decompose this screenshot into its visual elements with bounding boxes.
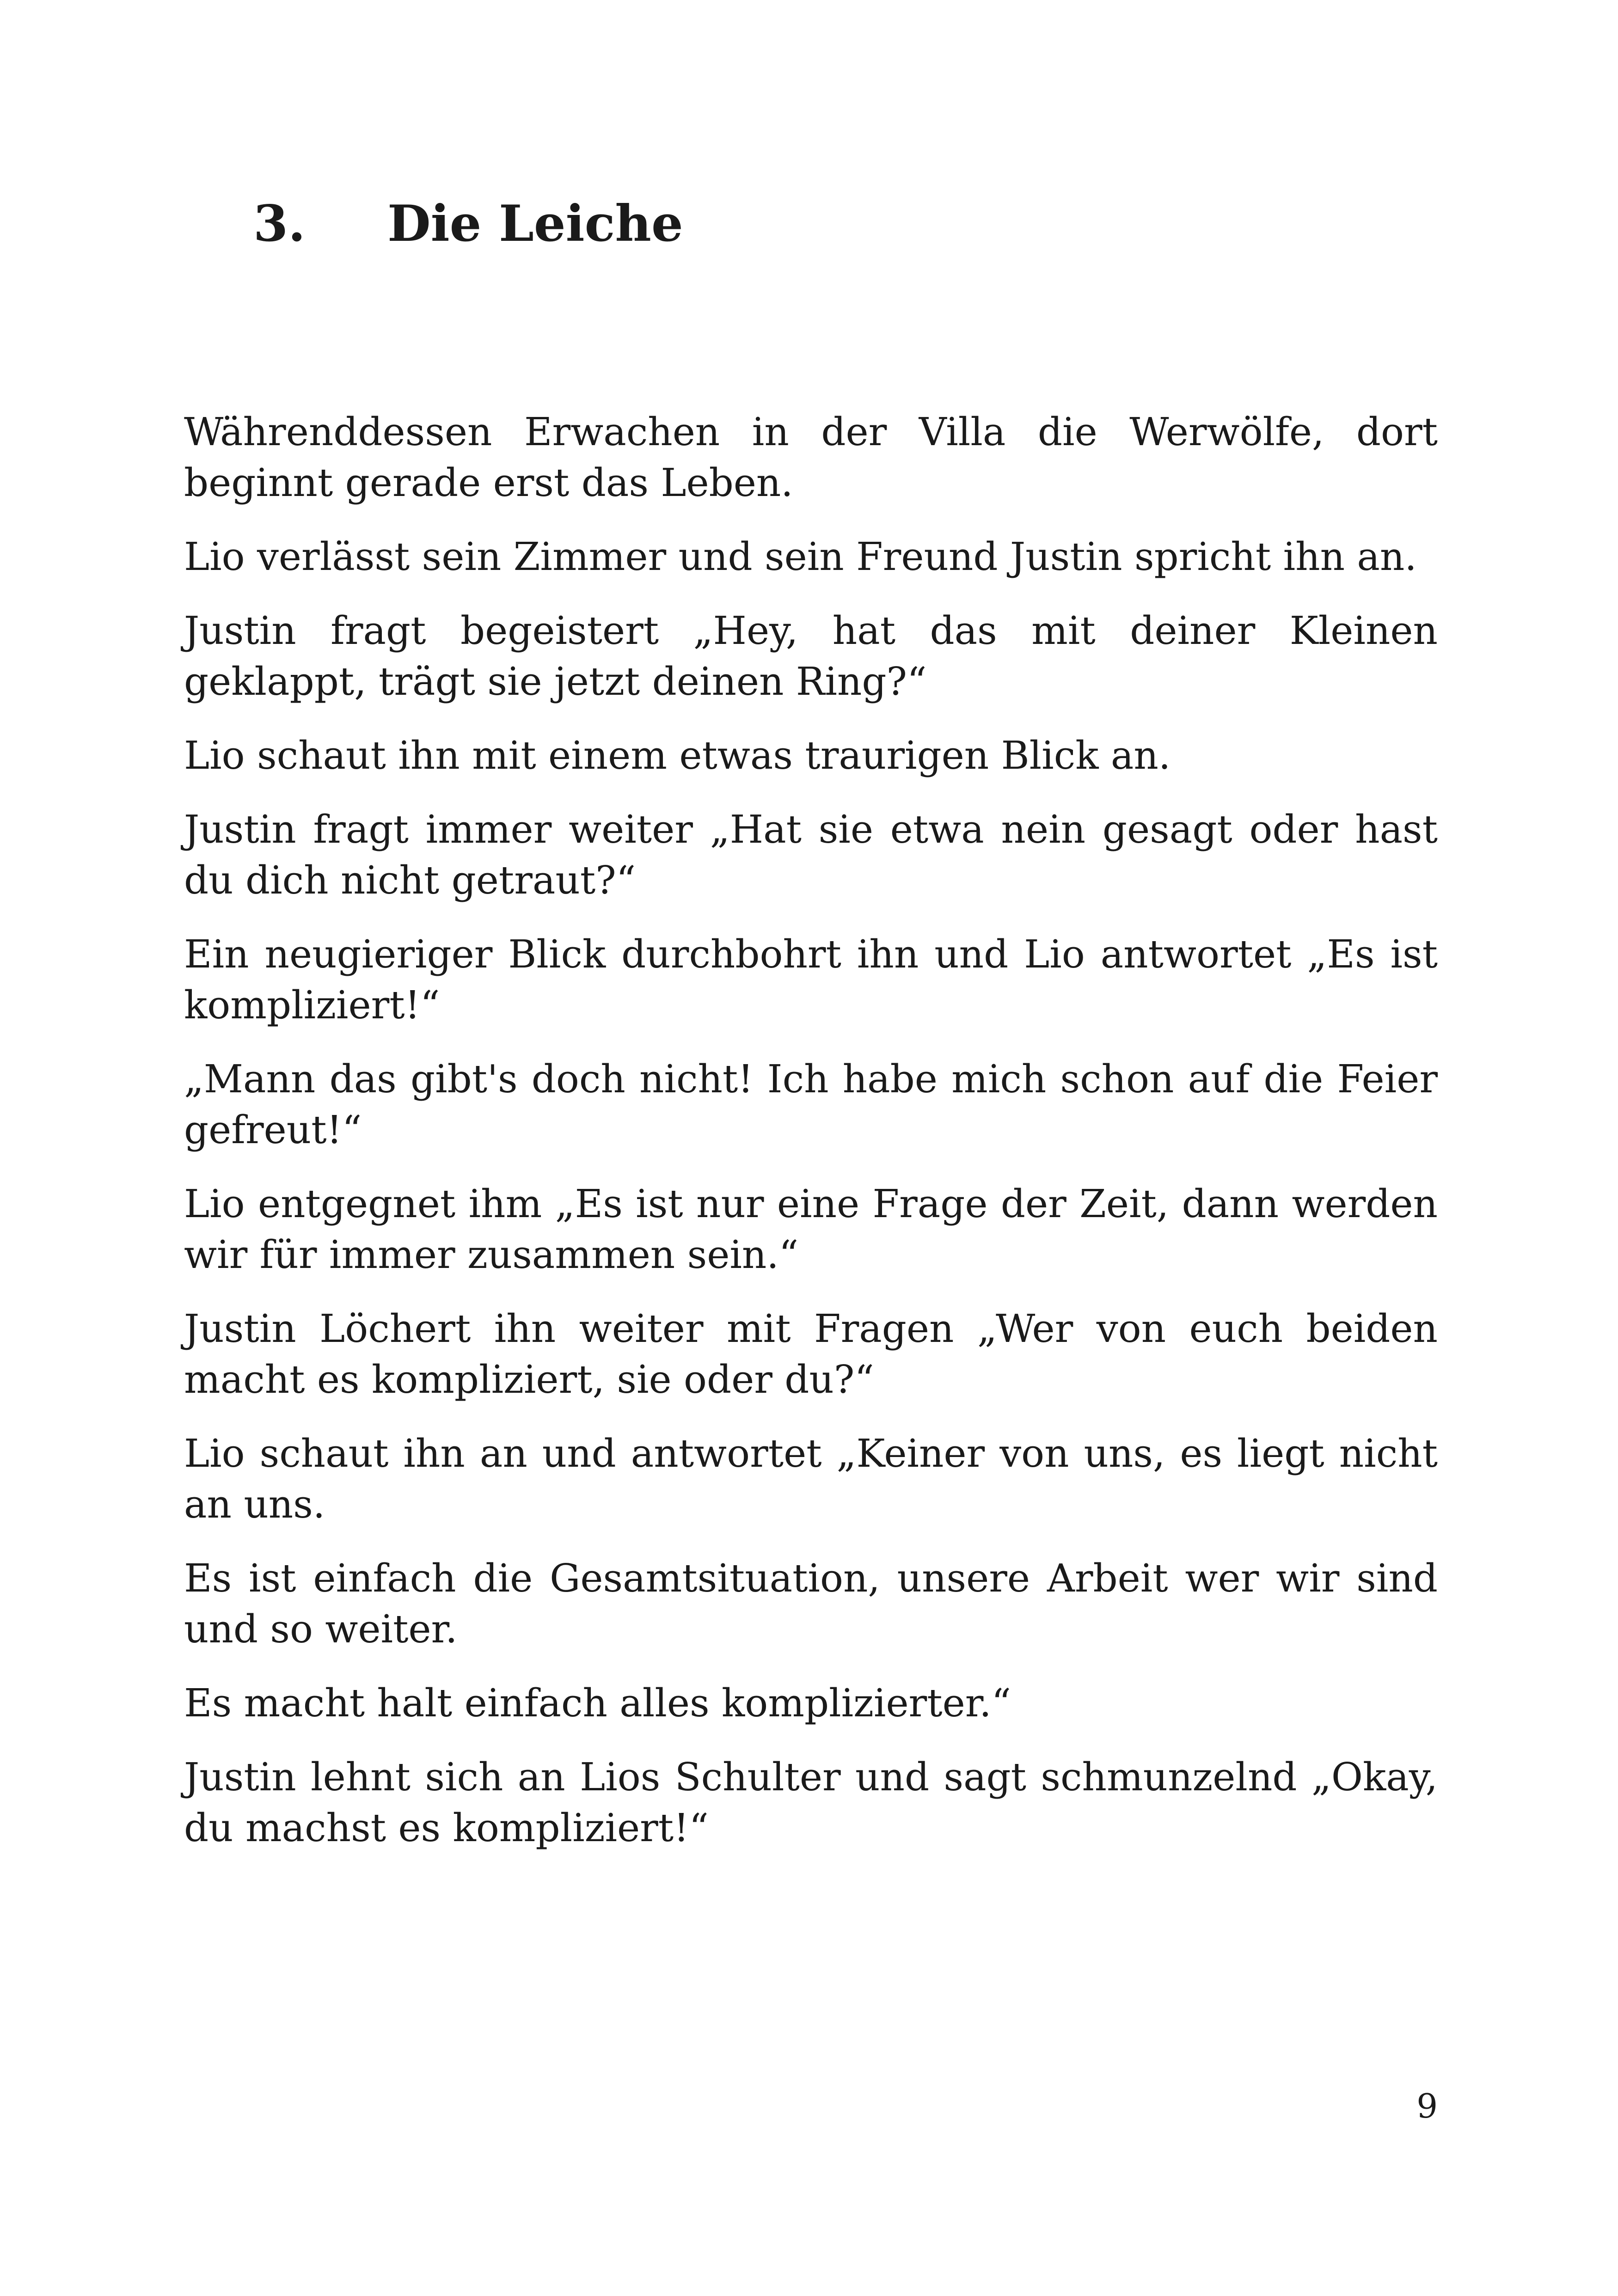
chapter-number: 3. xyxy=(253,195,306,253)
paragraph: Ein neugieriger Blick durchbohrt ihn und Lio antwortet „Es ist kompliziert!“ xyxy=(184,932,1438,1028)
paragraph: Währenddessen Erwachen in der Villa die Werwölfe, dort beginnt gerade erst das Leben. xyxy=(184,410,1438,505)
paragraph: Es macht halt einfach alles komplizierter.“ xyxy=(184,1681,1011,1726)
paragraph: Lio verlässt sein Zimmer und sein Freund Justin spricht ihn an. xyxy=(184,534,1417,579)
paragraph: Justin fragt immer weiter „Hat sie etwa nein gesagt oder hast du dich nicht getraut?“ xyxy=(184,807,1438,903)
paragraph: Es ist einfach die Gesamtsituation, unsere Arbeit wer wir sind und so weiter. xyxy=(184,1556,1438,1652)
paragraph: Lio schaut ihn an und antwortet „Keiner von uns, es liegt nicht an uns. xyxy=(184,1431,1438,1527)
paragraph: Justin Löchert ihn weiter mit Fragen „Wer von euch beiden macht es kompliziert, sie oder du?“ xyxy=(184,1306,1438,1402)
paragraph: Lio entgegnet ihm „Es ist nur eine Frage der Zeit, dann werden wir für immer zusammen sein.“ xyxy=(184,1182,1438,1277)
chapter-title: Die Leiche xyxy=(387,195,683,253)
chapter-heading xyxy=(253,195,683,253)
paragraph: Justin lehnt sich an Lios Schulter und sagt schmunzelnd „Okay, du machst es kompliziert!“ xyxy=(184,1755,1438,1850)
paragraph: „Mann das gibt's doch nicht! Ich habe mich schon auf die Feier gefreut!“ xyxy=(184,1057,1438,1152)
paragraph: Lio schaut ihn mit einem etwas traurigen Blick an. xyxy=(184,733,1171,778)
body-text xyxy=(184,407,1438,1877)
page-number: 9 xyxy=(1416,2087,1438,2125)
paragraph: Justin fragt begeistert „Hey, hat das mit deiner Kleinen geklappt, trägt sie jetzt deinen Ring?“ xyxy=(184,608,1438,704)
